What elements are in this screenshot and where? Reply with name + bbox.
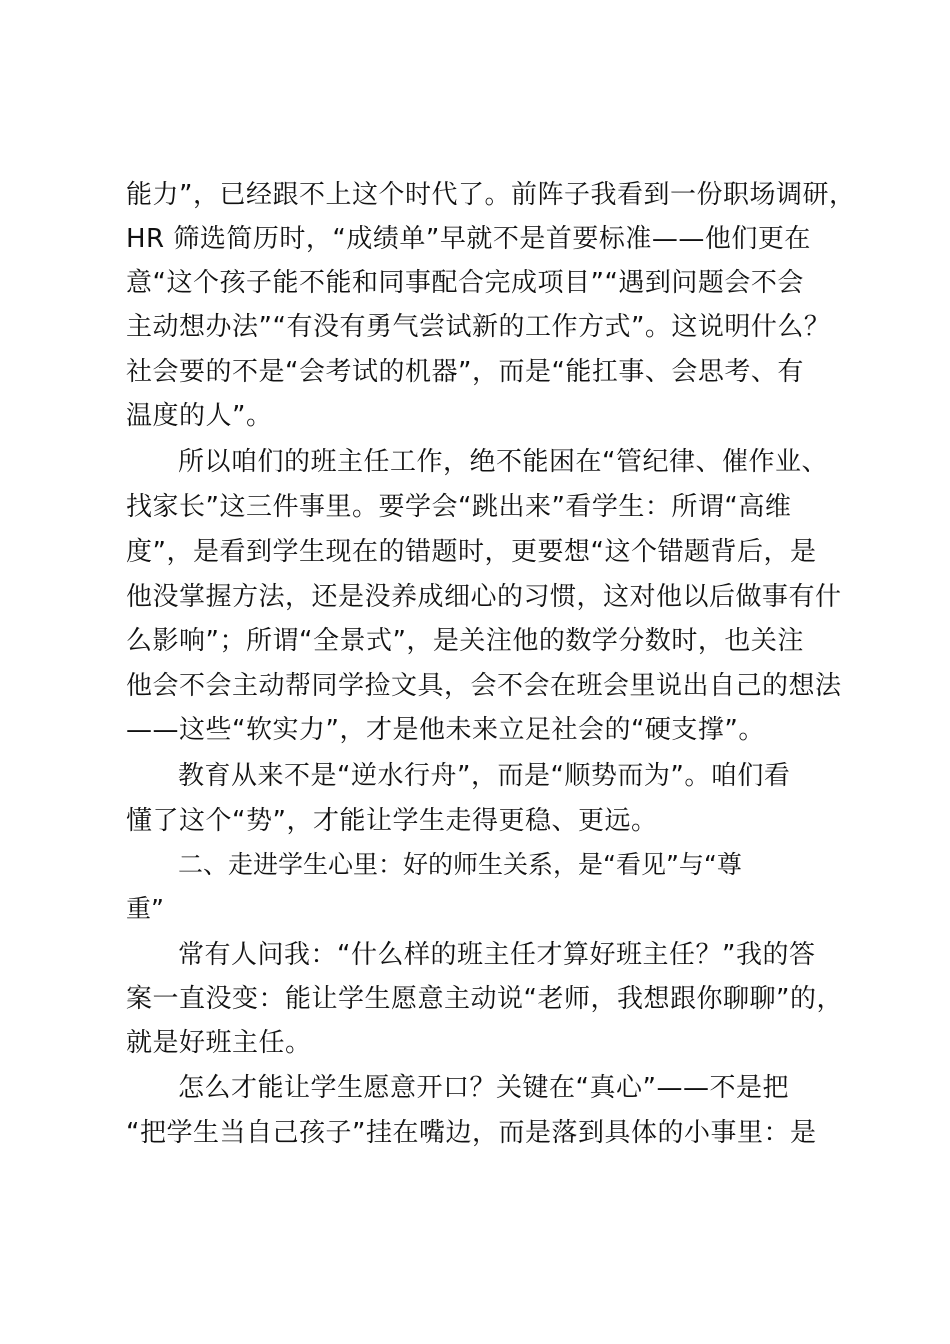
text-line: 案一直没变：能让学生愿意主动说“老师，我想跟你聊聊”的，: [126, 984, 843, 1014]
text-line: 温度的人”。: [126, 401, 273, 431]
text-line: “把学生当自己孩子”挂在嘴边，而是落到具体的小事里：是: [126, 1118, 817, 1148]
text-line: 就是好班主任。: [126, 1028, 312, 1058]
text-line: 他没掌握方法，还是没养成细心的习惯，这对他以后做事有什: [126, 582, 842, 612]
text-line: 社会要的不是“会考试的机器”，而是“能扛事、会思考、有: [126, 357, 804, 387]
text-line: HR 筛选简历时，“成绩单”早就不是首要标准——他们更在: [126, 224, 811, 254]
text-line: 么影响”；所谓“全景式”，是关注他的数学分数时，也关注: [126, 626, 804, 656]
text-line: ——这些“软实力”，才是他未来立足社会的“硬支撑”。: [126, 715, 765, 745]
paragraph-first-line: 所以咱们的班主任工作，绝不能困在“管纪律、催作业、: [178, 447, 828, 477]
text-line: 他会不会主动帮同学捡文具，会不会在班会里说出自己的想法: [126, 671, 842, 701]
text-line: 能力”，已经跟不上这个时代了。前阵子我看到一份职场调研，: [126, 180, 856, 210]
text-line: 主动想办法”“有没有勇气尝试新的工作方式”。这说明什么？: [126, 312, 831, 342]
text-line: 懂了这个“势”，才能让学生走得更稳、更远。: [126, 806, 658, 836]
section-heading: 二、走进学生心里：好的师生关系，是“看见”与“尊: [178, 850, 742, 879]
section-heading-continued: 重”: [126, 894, 164, 923]
text-line: 意“这个孩子能不能和同事配合完成项目”“遇到问题会不会: [126, 268, 804, 298]
text-line: 找家长”这三件事里。要学会“跳出来”看学生：所谓“高维: [126, 492, 792, 522]
paragraph-first-line: 教育从来不是“逆水行舟”，而是“顺势而为”。咱们看: [178, 761, 791, 791]
paragraph-first-line: 常有人问我：“什么样的班主任才算好班主任？”我的答: [178, 940, 816, 970]
paragraph-first-line: 怎么才能让学生愿意开口？关键在“真心”——不是把: [178, 1073, 789, 1103]
text-line: 度”，是看到学生现在的错题时，更要想“这个错题背后，是: [126, 537, 817, 567]
